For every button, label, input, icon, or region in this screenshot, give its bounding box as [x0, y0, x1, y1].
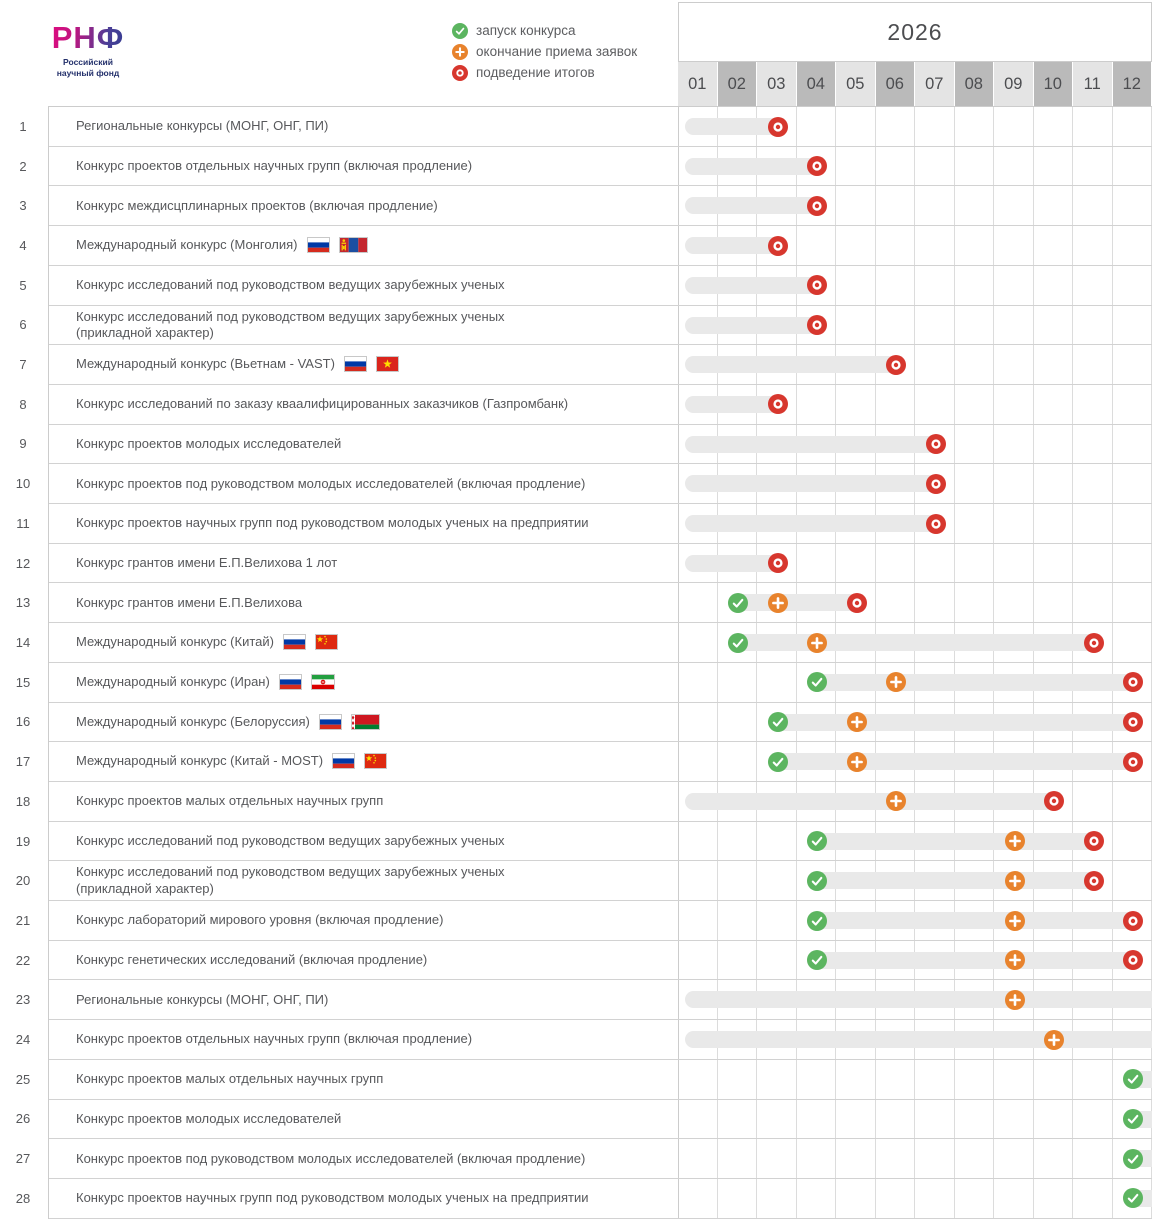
flag-by-icon	[351, 714, 380, 730]
timeline-bar	[685, 436, 936, 453]
results-marker-icon	[807, 275, 827, 295]
row-label	[76, 952, 427, 968]
row-timeline	[679, 385, 1152, 424]
schedule-row	[19, 425, 1152, 465]
timeline-bar	[685, 1031, 1152, 1048]
row-label-cell	[49, 1020, 679, 1059]
row-label-text: Конкурс генетических исследований (включая продление)	[76, 951, 428, 967]
schedule-row	[15, 703, 1152, 743]
row-label	[76, 198, 438, 214]
legend-item-launch	[452, 20, 637, 41]
row-label-cell	[49, 1100, 679, 1139]
month-cell-12: 12	[1113, 62, 1152, 107]
timeline-bar	[685, 158, 817, 175]
row-label	[76, 396, 568, 412]
flag-ru-icon	[307, 237, 330, 253]
row-label-cell	[49, 663, 679, 702]
row-label	[76, 356, 399, 372]
row-label-cell	[49, 1060, 679, 1099]
row-label	[76, 912, 443, 928]
flag-ir-icon	[311, 674, 335, 690]
row-label-cell	[49, 107, 679, 146]
deadline-marker-icon	[807, 633, 827, 653]
row-label-text: Конкурс исследований под руководством ведущих зарубежных ученых	[76, 864, 505, 880]
row-number: 28	[15, 1190, 31, 1206]
schedule-row	[19, 306, 1152, 346]
results-marker-icon	[1084, 871, 1104, 891]
row-timeline	[679, 583, 1152, 622]
deadline-marker-icon	[1005, 990, 1025, 1010]
row-label	[76, 237, 368, 253]
launch-marker-icon	[768, 752, 788, 772]
row-number: 6	[19, 317, 27, 333]
launch-marker-icon	[1123, 1188, 1143, 1208]
row-number: 14	[15, 634, 31, 650]
row-label-text: Конкурс проектов малых отдельных научных групп	[76, 1071, 384, 1087]
row-label-cell	[49, 782, 679, 821]
row-label-text: Конкурс проектов молодых исследователей	[76, 1110, 342, 1126]
timeline-bar	[685, 396, 778, 413]
schedule-row	[15, 663, 1152, 703]
row-timeline	[679, 703, 1152, 742]
schedule-row	[15, 464, 1152, 504]
results-marker-icon	[807, 196, 827, 216]
row-label-text: Международный конкурс (Монголия)	[76, 237, 298, 253]
schedule-row	[15, 980, 1152, 1020]
timeline-bar	[807, 872, 1093, 889]
row-label	[76, 674, 335, 690]
rnf-logo-caption-line1: Российский	[63, 57, 113, 67]
month-cell-05: 05	[836, 62, 876, 107]
row-label	[76, 309, 505, 342]
row-timeline	[679, 226, 1152, 265]
schedule-row	[15, 822, 1152, 862]
row-label	[76, 1071, 383, 1087]
deadline-marker-icon	[1005, 911, 1025, 931]
month-cell-11: 11	[1073, 62, 1113, 107]
row-label-text: Конкурс междисцплинарных проектов (включая продление)	[76, 197, 438, 213]
flag-ru-icon	[332, 753, 355, 769]
row-number: 10	[15, 476, 31, 492]
row-number: 16	[15, 714, 31, 730]
row-label	[76, 476, 585, 492]
row-label-cell	[49, 980, 679, 1019]
row-label-text: Конкурс проектов научных групп под руководством молодых ученых на предприятии	[76, 515, 589, 531]
deadline-marker-icon	[1005, 871, 1025, 891]
row-label-text: Конкурс исследований под руководством ведущих зарубежных ученых	[76, 277, 505, 293]
row-timeline	[679, 782, 1152, 821]
row-timeline	[679, 1100, 1152, 1139]
row-label-text: Конкурс проектов научных групп под руководством молодых ученых на предприятии	[76, 1190, 589, 1206]
row-number: 3	[19, 198, 27, 214]
row-number: 23	[15, 992, 31, 1008]
launch-marker-icon	[1123, 1069, 1143, 1089]
year-label: 2026	[887, 18, 943, 45]
month-cell-04: 04	[797, 62, 837, 107]
results-marker-icon	[926, 434, 946, 454]
results-marker-icon	[768, 394, 788, 414]
row-label	[76, 833, 505, 849]
schedule-row	[19, 186, 1152, 226]
row-number: 15	[15, 674, 31, 690]
row-timeline	[679, 306, 1152, 345]
target-circle-icon	[452, 65, 468, 81]
results-marker-icon	[926, 514, 946, 534]
row-number: 7	[19, 357, 27, 373]
month-cell-10: 10	[1034, 62, 1074, 107]
timeline-bar	[807, 952, 1133, 969]
results-marker-icon	[1123, 672, 1143, 692]
flag-ru-icon	[344, 356, 367, 372]
deadline-marker-icon	[1005, 950, 1025, 970]
row-label	[76, 634, 338, 650]
flag-ru-icon	[279, 674, 302, 690]
plus-circle-icon	[452, 44, 468, 60]
row-number: 18	[15, 793, 31, 809]
deadline-marker-icon	[768, 593, 788, 613]
row-timeline	[679, 544, 1152, 583]
year-header	[678, 2, 1152, 62]
month-cell-06: 06	[876, 62, 916, 107]
flag-cn-icon	[315, 634, 338, 650]
row-label-cell	[49, 425, 679, 464]
results-marker-icon	[807, 156, 827, 176]
row-label-cell	[49, 861, 679, 900]
schedule-row	[15, 623, 1152, 663]
row-timeline	[679, 1020, 1152, 1059]
schedule-row	[15, 1100, 1152, 1140]
check-circle-icon	[452, 23, 468, 39]
row-label-text: Конкурс проектов молодых исследователей	[76, 435, 342, 451]
row-label-cell	[49, 186, 679, 225]
legend-label: запуск конкурса	[476, 23, 576, 38]
row-number: 25	[15, 1071, 31, 1087]
timeline-bar	[807, 833, 1093, 850]
row-number: 27	[15, 1151, 31, 1167]
row-timeline	[679, 186, 1152, 225]
results-marker-icon	[807, 315, 827, 335]
launch-marker-icon	[1123, 1109, 1143, 1129]
results-marker-icon	[768, 553, 788, 573]
results-marker-icon	[1123, 752, 1143, 772]
schedule-row	[16, 504, 1152, 544]
flag-ru-icon	[283, 634, 306, 650]
timeline-bar	[685, 118, 778, 135]
rnf-logo-caption	[40, 57, 136, 79]
launch-marker-icon	[728, 593, 748, 613]
row-label-text: Конкурс лабораторий мирового уровня (включая продление)	[76, 912, 444, 928]
launch-marker-icon	[768, 712, 788, 732]
row-number: 17	[15, 754, 31, 770]
month-cell-03: 03	[757, 62, 797, 107]
row-label-text: Международный конкурс (Иран)	[76, 674, 270, 690]
row-label-cell	[49, 464, 679, 503]
row-timeline	[679, 663, 1152, 702]
flag-mn-icon	[339, 237, 368, 253]
row-timeline	[679, 147, 1152, 186]
row-label-text-line2: (прикладной характер)	[76, 324, 214, 340]
timeline-bar	[685, 991, 1152, 1008]
row-label-text: Конкурс проектов под руководством молодых исследователей (включая продление)	[76, 475, 586, 491]
row-label-cell	[49, 385, 679, 424]
schedule-row	[15, 544, 1152, 584]
row-label-text: Конкурс проектов малых отдельных научных групп	[76, 793, 384, 809]
legend	[452, 20, 637, 83]
row-label-text: Региональные конкурсы (МОНГ, ОНГ, ПИ)	[76, 991, 329, 1007]
results-marker-icon	[1123, 911, 1143, 931]
results-marker-icon	[1084, 831, 1104, 851]
row-timeline	[679, 425, 1152, 464]
timeline-bar	[685, 237, 778, 254]
results-marker-icon	[1044, 791, 1064, 811]
month-header-row	[678, 62, 1152, 107]
rnf-logo-caption-line2: научный фонд	[56, 68, 120, 79]
row-number: 22	[15, 952, 31, 968]
deadline-marker-icon	[1044, 1030, 1064, 1050]
results-marker-icon	[847, 593, 867, 613]
row-label-text: Конкурс проектов под руководством молодых исследователей (включая продление)	[76, 1150, 586, 1166]
row-number: 11	[16, 515, 30, 531]
row-label	[76, 753, 387, 769]
row-label-text: Конкурс исследований по заказу кваалифицированных заказчиков (Газпромбанк)	[76, 396, 569, 412]
row-number: 20	[15, 873, 31, 889]
results-marker-icon	[926, 474, 946, 494]
row-timeline	[679, 742, 1152, 781]
deadline-marker-icon	[1005, 831, 1025, 851]
row-label-text: Международный конкурс (Китай)	[76, 634, 274, 650]
rnf-logo	[40, 22, 136, 79]
row-label	[76, 158, 472, 174]
row-label-cell	[49, 345, 679, 384]
row-label-text: Конкурс исследований под руководством ведущих зарубежных ученых	[76, 832, 505, 848]
row-number: 2	[19, 158, 27, 174]
row-timeline	[679, 901, 1152, 940]
row-label-text: Конкурс проектов отдельных научных групп (включая продление)	[76, 1031, 473, 1047]
row-timeline	[679, 1179, 1152, 1218]
flag-vn-icon	[376, 356, 399, 372]
schedule-row	[19, 147, 1152, 187]
row-number: 1	[19, 118, 27, 134]
month-cell-01: 01	[678, 62, 718, 107]
launch-marker-icon	[807, 831, 827, 851]
row-label	[76, 793, 383, 809]
row-label-text-line2: (прикладной характер)	[76, 880, 214, 896]
launch-marker-icon	[728, 633, 748, 653]
schedule-row	[15, 861, 1152, 901]
row-label-cell	[49, 822, 679, 861]
row-label	[76, 864, 505, 897]
row-label	[76, 992, 328, 1008]
timeline-bar	[807, 674, 1133, 691]
row-label-cell	[49, 544, 679, 583]
row-label-cell	[49, 306, 679, 345]
row-number: 12	[15, 555, 31, 571]
flag-ru-icon	[319, 714, 342, 730]
schedule-row	[15, 583, 1152, 623]
row-timeline	[679, 345, 1152, 384]
row-label-text: Конкурс исследований под руководством ведущих зарубежных ученых	[76, 308, 505, 324]
timeline-bar	[685, 277, 817, 294]
timeline-bar	[685, 793, 1054, 810]
schedule-row	[15, 1179, 1152, 1219]
results-marker-icon	[1123, 712, 1143, 732]
timeline-bar	[685, 356, 896, 373]
results-marker-icon	[768, 236, 788, 256]
row-label	[76, 277, 505, 293]
row-number: 13	[15, 595, 31, 611]
row-timeline	[679, 980, 1152, 1019]
timeline-bar	[728, 634, 1093, 651]
row-label	[76, 436, 341, 452]
schedule-rows	[15, 106, 1152, 1219]
month-cell-09: 09	[994, 62, 1034, 107]
launch-marker-icon	[807, 950, 827, 970]
launch-marker-icon	[1123, 1149, 1143, 1169]
schedule-row	[15, 941, 1152, 981]
row-number: 21	[15, 912, 31, 928]
row-timeline	[679, 266, 1152, 305]
row-label	[76, 1190, 589, 1206]
schedule-row	[19, 226, 1152, 266]
row-label-cell	[49, 583, 679, 622]
launch-marker-icon	[807, 672, 827, 692]
row-label-cell	[49, 703, 679, 742]
schedule-row	[19, 266, 1152, 306]
row-label-text: Конкурс проектов отдельных научных групп (включая продление)	[76, 157, 473, 173]
timeline-bar	[685, 197, 817, 214]
results-marker-icon	[768, 117, 788, 137]
schedule-row	[15, 1060, 1152, 1100]
row-label-cell	[49, 901, 679, 940]
row-label-cell	[49, 1179, 679, 1218]
row-label-cell	[49, 1139, 679, 1178]
row-label-cell	[49, 504, 679, 543]
month-cell-07: 07	[915, 62, 955, 107]
row-timeline	[679, 1060, 1152, 1099]
row-timeline	[679, 504, 1152, 543]
timeline-bar	[768, 714, 1133, 731]
month-cell-08: 08	[955, 62, 995, 107]
row-timeline	[679, 861, 1152, 900]
timeline-bar	[768, 753, 1133, 770]
row-timeline	[679, 623, 1152, 662]
month-cell-02: 02	[718, 62, 758, 107]
row-label-cell	[49, 742, 679, 781]
row-label	[76, 118, 328, 134]
timeline-bar	[685, 555, 778, 572]
legend-label: окончание приема заявок	[476, 44, 638, 59]
results-marker-icon	[886, 355, 906, 375]
row-label-text: Конкурс грантов имени Е.П.Велихова 1 лот	[76, 554, 338, 570]
schedule-row	[15, 901, 1152, 941]
row-timeline	[679, 1139, 1152, 1178]
legend-item-deadline	[452, 41, 637, 62]
row-label	[76, 515, 589, 531]
row-label-text: Региональные конкурсы (МОНГ, ОНГ, ПИ)	[76, 118, 329, 134]
row-timeline	[679, 941, 1152, 980]
row-label-cell	[49, 266, 679, 305]
row-label	[76, 1151, 585, 1167]
row-timeline	[679, 107, 1152, 146]
row-label	[76, 595, 302, 611]
timeline-bar	[685, 475, 936, 492]
row-label-cell	[49, 147, 679, 186]
launch-marker-icon	[807, 911, 827, 931]
row-number: 4	[19, 237, 27, 253]
legend-item-results	[452, 62, 637, 83]
row-timeline	[679, 464, 1152, 503]
deadline-marker-icon	[886, 791, 906, 811]
row-label	[76, 555, 337, 571]
row-label-text: Международный конкурс (Китай - MOST)	[76, 753, 324, 769]
timeline-bar	[807, 912, 1133, 929]
row-label-cell	[49, 226, 679, 265]
row-number: 8	[19, 396, 27, 412]
row-label-cell	[49, 941, 679, 980]
schedule-row	[15, 1139, 1152, 1179]
row-number: 19	[15, 833, 31, 849]
timeline-bar	[685, 317, 817, 334]
launch-marker-icon	[807, 871, 827, 891]
deadline-marker-icon	[847, 752, 867, 772]
schedule-row	[19, 385, 1152, 425]
row-timeline	[679, 822, 1152, 861]
row-number: 24	[15, 1032, 31, 1048]
deadline-marker-icon	[847, 712, 867, 732]
schedule-row	[15, 782, 1152, 822]
row-number: 9	[19, 436, 27, 452]
schedule-row	[19, 345, 1152, 385]
row-label	[76, 1111, 341, 1127]
row-label	[76, 1031, 472, 1047]
schedule-row	[15, 1020, 1152, 1060]
row-number: 26	[15, 1111, 31, 1127]
row-label-cell	[49, 623, 679, 662]
rnf-logo-abbr: РНФ	[40, 22, 136, 53]
schedule-row	[19, 107, 1152, 147]
timeline-bar	[685, 515, 936, 532]
row-number: 5	[19, 277, 27, 293]
results-marker-icon	[1123, 950, 1143, 970]
deadline-marker-icon	[886, 672, 906, 692]
schedule-row	[15, 742, 1152, 782]
row-label	[76, 714, 380, 730]
row-label-text: Международный конкурс (Белоруссия)	[76, 713, 310, 729]
flag-cn-icon	[364, 753, 387, 769]
row-label-text: Конкурс грантов имени Е.П.Велихова	[76, 594, 303, 610]
row-label-text: Международный конкурс (Вьетнам - VAST)	[76, 356, 335, 372]
legend-label: подведение итогов	[476, 65, 595, 80]
results-marker-icon	[1084, 633, 1104, 653]
